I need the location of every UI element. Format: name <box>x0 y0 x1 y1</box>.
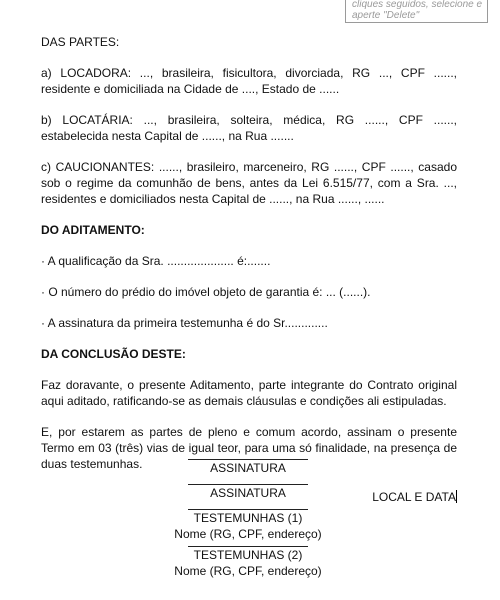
signature-block-1 <box>150 459 346 476</box>
signature-label: ASSINATURA <box>210 461 286 475</box>
witness-subtitle: Nome (RG, CPF, endereço) <box>174 527 322 541</box>
amendment-item: · O número do prédio do imóvel objeto de garantia é: ... (......). <box>41 285 371 299</box>
amendment-item: · A assinatura da primeira testemunha é do Sr............. <box>41 316 328 330</box>
text-cursor <box>456 490 457 503</box>
tooltip-line: cliques seguidos, selecione e <box>352 0 483 10</box>
document-body[interactable] <box>41 34 457 505</box>
tooltip-line: aperte "Delete" <box>352 10 420 21</box>
paragraph-locadora: a) LOCADORA: ..., brasileira, fisicultora, divorciada, RG ..., CPF ......, residente e domiciliada na Cidade de ...., Estado de ...... <box>41 66 457 96</box>
paragraph-caucionantes: c) CAUCIONANTES: ......, brasileiro, marceneiro, RG ......, CPF ......, casado sob o regime da comunhão de bens, antes da Lei 6.515/77, com a Sra. ..., residentes e domiciliados nesta Capital de ......, na Rua ......, ...... <box>41 160 457 206</box>
amendment-heading: DO ADITAMENTO: <box>41 223 145 237</box>
witness-block-1 <box>150 509 346 542</box>
witness-subtitle: Nome (RG, CPF, endereço) <box>174 564 322 578</box>
witness-title: TESTEMUNHAS (2) <box>193 548 303 562</box>
conclusion-paragraph: Faz doravante, o presente Aditamento, parte integrante do Contrato original aqui aditado, ratificando-se as demais cláusulas e condições ali estipuladas. <box>41 378 457 408</box>
witness-title: TESTEMUNHAS (1) <box>193 511 303 525</box>
witness-block-2 <box>150 546 346 579</box>
conclusion-paragraph: E, por estarem as partes de pleno e comum acordo, assinam o presente Termo em 03 (três) vias de igual teor, para uma só finalidade, na presença de duas testemunhas. <box>41 425 457 471</box>
signature-block-2 <box>150 484 346 501</box>
conclusion-heading: DA CONCLUSÃO DESTE: <box>41 347 186 361</box>
amendment-item: · A qualificação da Sra. .................... é:....... <box>41 254 271 268</box>
parties-heading: DAS PARTES: <box>41 35 120 49</box>
paragraph-locataria: b) LOCATÁRIA: ..., brasileira, solteira, médica, RG ......, CPF ......, estabelecida nesta Capital de ......, na Rua ....... <box>41 113 457 143</box>
delete-hint-tooltip <box>345 0 488 23</box>
signature-label: ASSINATURA <box>210 486 286 500</box>
place-date-text: LOCAL E DATA <box>372 490 456 504</box>
